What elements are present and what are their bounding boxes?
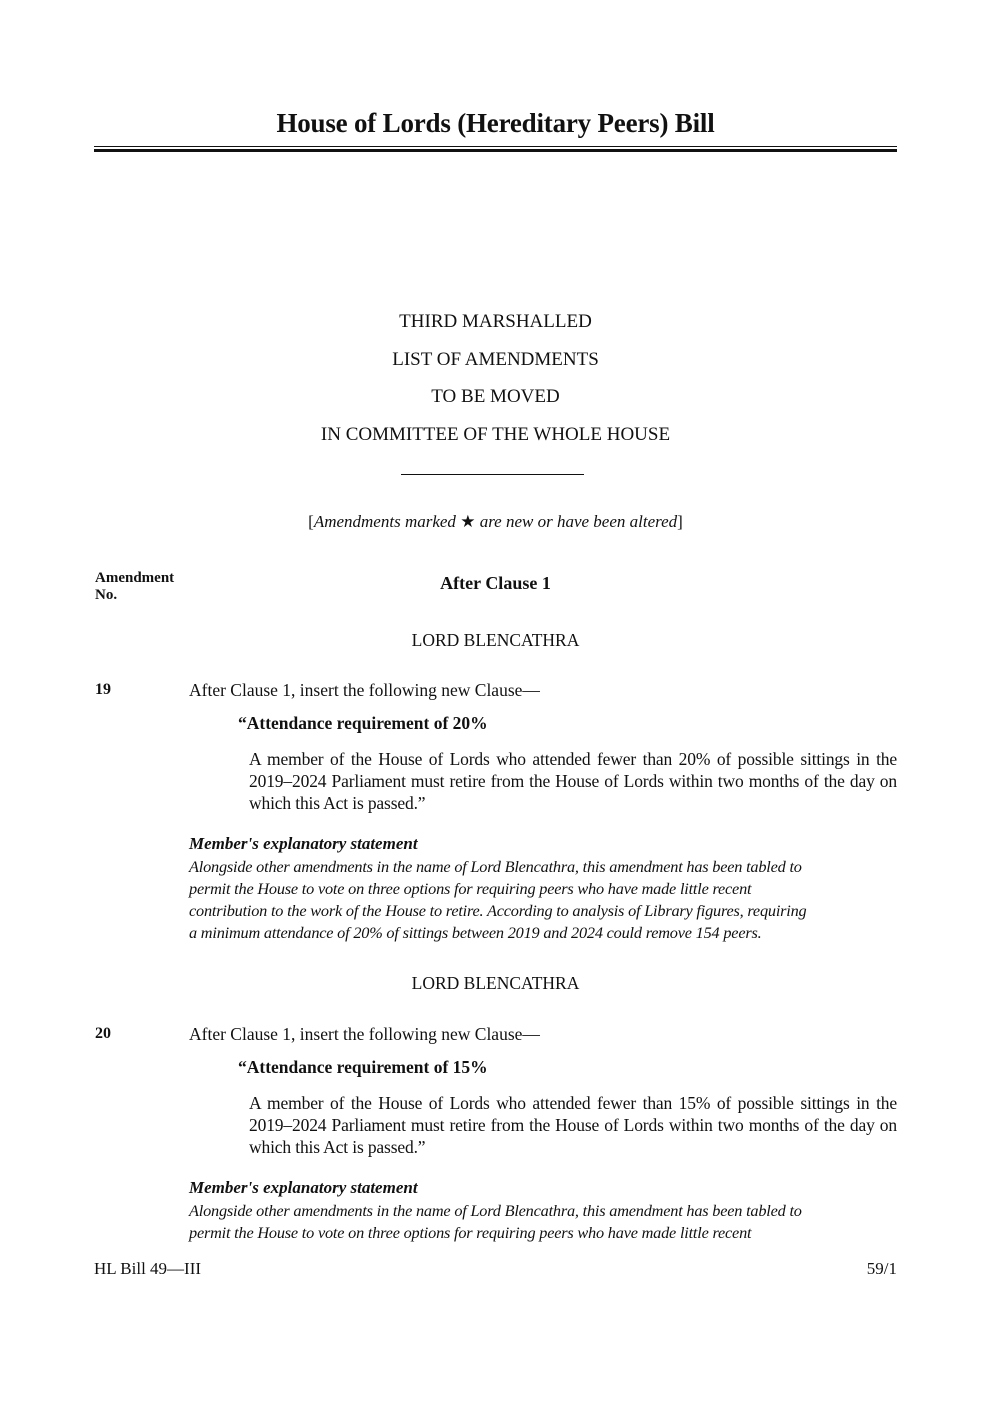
amendment-number: 20 [95,1025,111,1042]
divider [401,474,584,475]
subtitle-line: THIRD MARSHALLED [399,311,592,332]
statement-line: a minimum attendance of 20% of sittings between 2019 and 2024 could remove 154 peers. [189,923,762,942]
explanatory-statement-title: Member's explanatory statement [189,1178,418,1197]
amendment-instruction: After Clause 1, insert the following new Clause— [189,680,540,700]
subtitle-line: TO BE MOVED [431,386,560,407]
amendment-number: 19 [95,681,111,698]
note-text-after: are new or have been altered [475,512,678,531]
clause-title: “Attendance requirement of 15% [238,1057,488,1077]
title-rule-thin [94,146,897,147]
clause-title: “Attendance requirement of 20% [238,713,488,733]
statement-line: Alongside other amendments in the name of Lord Blencathra, this amendment has been tabled to [189,1201,802,1220]
footer-page-reference: 59/1 [866,1259,897,1278]
explanatory-statement-body [189,1200,899,1244]
amendment-sponsor: LORD BLENCATHRA [411,630,580,650]
amendment-header-line: Amendment [95,570,175,586]
star-icon: ★ [460,512,476,531]
footer-bill-reference: HL Bill 49—III [94,1259,202,1278]
statement-line: Alongside other amendments in the name of Lord Blencathra, this amendment has been tabled to [189,857,802,876]
explanatory-statement-body [189,856,899,944]
amendment-instruction: After Clause 1, insert the following new Clause— [189,1024,540,1044]
statement-line: contribution to the work of the House to retire. According to analysis of Library figures, requiring [189,901,807,920]
statement-line: permit the House to vote on three options for requiring peers who have made little recent [189,879,752,898]
amendment-note [94,512,897,532]
note-close-bracket: ] [677,512,683,531]
title-rule-thick [94,149,897,152]
page-title: House of Lords (Hereditary Peers) Bill [276,108,715,138]
subtitle-line: IN COMMITTEE OF THE WHOLE HOUSE [320,423,671,445]
amendment-header-line: No. [95,587,118,603]
note-open-bracket: [ [308,512,314,531]
subtitle-block [94,303,897,453]
explanatory-statement-title: Member's explanatory statement [189,834,418,853]
clause-body: A member of the House of Lords who attended fewer than 20% of possible sittings in the 2019–2024 Parliament must retire from the House of Lords within two months of the day on which this Act is passed.” [249,749,897,813]
clause-body: A member of the House of Lords who attended fewer than 15% of possible sittings in the 2019–2024 Parliament must retire from the House of Lords within two months of the day on which this Act is passed.” [249,1093,897,1157]
subtitle-line: LIST OF AMENDMENTS [392,348,599,370]
amendment-sponsor: LORD BLENCATHRA [411,973,580,993]
section-heading: After Clause 1 [440,573,551,593]
statement-line: permit the House to vote on three options for requiring peers who have made little recent [189,1223,752,1242]
note-text-before: Amendments marked [313,512,461,531]
